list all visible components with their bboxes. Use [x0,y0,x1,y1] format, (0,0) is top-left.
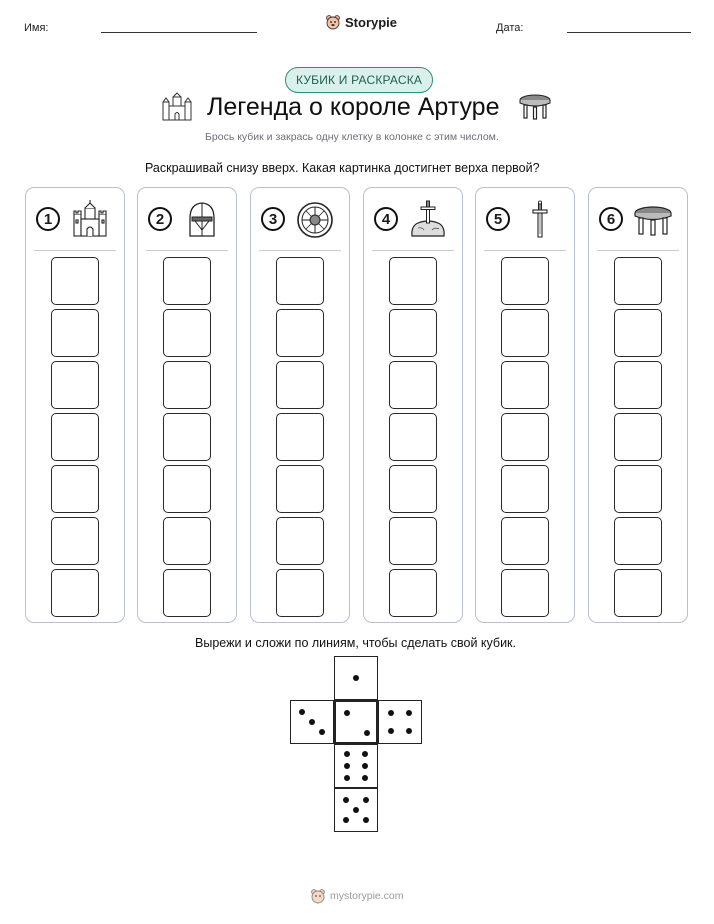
column-2 [137,187,237,623]
dice-instruction: Вырежи и сложи по линиям, чтобы сделать свой кубик. [195,636,517,650]
die-pip [343,797,349,803]
die-pip [344,710,350,716]
coloring-cell[interactable] [501,569,549,617]
coloring-cell[interactable] [501,257,549,305]
footer-url: mystorypie.com [330,890,404,902]
column-number: 5 [486,207,510,231]
die-face-6 [334,744,378,788]
coloring-cell[interactable] [614,517,662,565]
page-subtitle: Брось кубик и закрась одну клетку в колонке с этим числом. [205,131,499,143]
coloring-cell[interactable] [51,309,99,357]
coloring-cell[interactable] [163,309,211,357]
die-face-5 [334,788,378,832]
knight-helmet-icon [182,200,222,240]
round-shield-icon [295,200,335,240]
coloring-cell[interactable] [501,413,549,461]
column-1 [25,187,125,623]
die-pip [319,729,325,735]
coloring-cell[interactable] [389,569,437,617]
castle-icon [160,92,194,122]
sword-in-stone-icon [408,200,448,240]
die-pip [388,728,394,734]
date-label: Дата: [496,22,524,34]
column-number: 2 [148,207,172,231]
die-face-3 [290,700,334,744]
column-divider [34,250,116,251]
die-pip [309,719,315,725]
coloring-cell[interactable] [163,517,211,565]
coloring-cell[interactable] [51,517,99,565]
die-pip [362,763,368,769]
die-pip [362,751,368,757]
die-pip [388,710,394,716]
coloring-cell[interactable] [501,309,549,357]
footer [310,888,404,904]
coloring-cell[interactable] [389,309,437,357]
coloring-cell[interactable] [276,569,324,617]
coloring-cell[interactable] [614,257,662,305]
round-table-icon [633,200,673,240]
die-pip [353,807,359,813]
coloring-cell[interactable] [276,361,324,409]
column-divider [259,250,341,251]
column-number: 3 [261,207,285,231]
coloring-cell[interactable] [614,413,662,461]
bear-icon [310,888,326,904]
coloring-cell[interactable] [51,361,99,409]
coloring-cell[interactable] [276,257,324,305]
coloring-cell[interactable] [163,361,211,409]
brand-name: Storypie [345,14,398,30]
die-pip [364,730,370,736]
coloring-cell[interactable] [614,309,662,357]
die-pip [362,775,368,781]
die-pip [344,763,350,769]
column-number: 4 [374,207,398,231]
column-divider [597,250,679,251]
coloring-cell[interactable] [614,361,662,409]
bear-icon [325,14,341,30]
die-pip [363,797,369,803]
coloring-cell[interactable] [51,569,99,617]
coloring-cell[interactable] [276,465,324,513]
coloring-cell[interactable] [276,413,324,461]
coloring-cell[interactable] [389,361,437,409]
name-label: Имя: [24,22,49,34]
date-line[interactable] [567,32,691,33]
column-divider [484,250,566,251]
coloring-cell[interactable] [163,257,211,305]
column-number: 1 [36,207,60,231]
column-6 [588,187,688,623]
coloring-cell[interactable] [163,413,211,461]
die-pip [363,817,369,823]
castle-icon [70,200,110,240]
die-pip [353,675,359,681]
column-4 [363,187,463,623]
coloring-cell[interactable] [51,465,99,513]
die-pip [406,728,412,734]
coloring-cell[interactable] [276,517,324,565]
die-pip [344,751,350,757]
coloring-cell[interactable] [614,465,662,513]
die-face-4 [378,700,422,744]
activity-badge: КУБИК И РАСКРАСКА [285,67,433,93]
die-pip [343,817,349,823]
coloring-cell[interactable] [614,569,662,617]
coloring-cell[interactable] [389,465,437,513]
die-pip [299,709,305,715]
coloring-cell[interactable] [389,517,437,565]
column-5 [475,187,575,623]
page-title: Легенда о короле Артуре [207,93,500,121]
die-pip [406,710,412,716]
coloring-cell[interactable] [51,413,99,461]
die-pip [344,775,350,781]
coloring-instruction: Раскрашивай снизу вверх. Какая картинка достигнет верха первой? [145,161,540,175]
column-3 [250,187,350,623]
round-table-icon [518,93,552,121]
brand-logo [325,14,397,30]
coloring-cell[interactable] [276,309,324,357]
coloring-cell[interactable] [163,465,211,513]
coloring-cell[interactable] [501,517,549,565]
coloring-cell[interactable] [501,361,549,409]
die-face-2 [334,700,378,744]
coloring-cell[interactable] [501,465,549,513]
sword-icon [520,200,560,240]
coloring-cell[interactable] [389,257,437,305]
coloring-cell[interactable] [51,257,99,305]
column-divider [146,250,228,251]
die-face-1 [334,656,378,700]
coloring-cell[interactable] [389,413,437,461]
column-number: 6 [599,207,623,231]
column-divider [372,250,454,251]
coloring-cell[interactable] [163,569,211,617]
name-line[interactable] [101,32,257,33]
